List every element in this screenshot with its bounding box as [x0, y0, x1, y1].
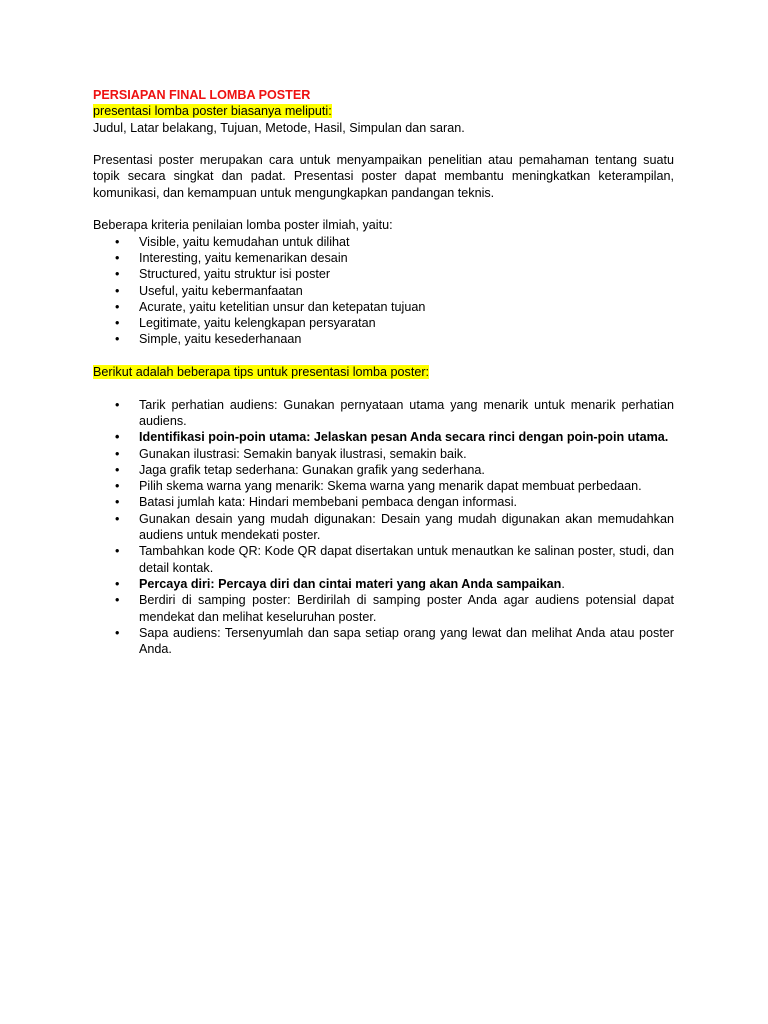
spacer	[93, 201, 674, 217]
list-item: • Gunakan ilustrasi: Semakin banyak ilustrasi, semakin baik.	[93, 446, 674, 462]
list-item: • Legitimate, yaitu kelengkapan persyaratan	[93, 315, 674, 331]
list-item: • Acurate, yaitu ketelitian unsur dan ketepatan tujuan	[93, 299, 674, 315]
intro-paragraph: Presentasi poster merupakan cara untuk menyampaikan penelitian atau pemahaman tentang suatu topik secara singkat dan padat. Presentasi poster dapat membantu meningkatkan keterampilan, komunikasi, dan kemampuan untuk mengungkapkan pandangan teknis.	[93, 153, 674, 200]
criteria-intro: Beberapa kriteria penilaian lomba poster ilmiah, yaitu:	[93, 218, 393, 233]
list-item: • Berdiri di samping poster: Berdirilah di samping poster Anda agar audiens potensial dapat mendekat dan melihat keseluruhan poster.	[93, 592, 674, 625]
spacer	[93, 380, 674, 396]
document-page	[93, 87, 674, 657]
spacer	[93, 348, 674, 364]
document-title: PERSIAPAN FINAL LOMBA POSTER	[93, 88, 311, 102]
list-item: • Simple, yaitu kesederhanaan	[93, 331, 674, 347]
tip-period: .	[561, 576, 565, 591]
highlighted-subtitle: presentasi lomba poster biasanya meliputi:	[93, 104, 332, 119]
subtitle-line	[93, 103, 674, 119]
bold-tip-text: Percaya diri: Percaya diri dan cintai materi yang akan Anda sampaikan	[139, 576, 562, 591]
list-item: • Tarik perhatian audiens: Gunakan pernyataan utama yang menarik untuk menarik perhatian audiens.	[93, 397, 674, 430]
list-item: • Visible, yaitu kemudahan untuk dilihat	[93, 234, 674, 250]
list-item: • Gunakan desain yang mudah digunakan: Desain yang mudah digunakan akan memudahkan audiens untuk mendekati poster.	[93, 511, 674, 544]
list-item: • Pilih skema warna yang menarik: Skema warna yang menarik dapat membuat perbedaan.	[93, 478, 674, 494]
tips-intro-line	[93, 364, 674, 380]
highlighted-tips-intro: Berikut adalah beberapa tips untuk presentasi lomba poster:	[93, 365, 430, 380]
list-item: • Useful, yaitu kebermanfaatan	[93, 283, 674, 299]
list-item: • Batasi jumlah kata: Hindari membebani pembaca dengan informasi.	[93, 494, 674, 510]
list-item: • Sapa audiens: Tersenyumlah dan sapa setiap orang yang lewat dan melihat Anda atau poster Anda.	[93, 625, 674, 658]
list-item: • Structured, yaitu struktur isi poster	[93, 266, 674, 282]
list-item: • Interesting, yaitu kemenarikan desain	[93, 250, 674, 266]
list-item: • Jaga grafik tetap sederhana: Gunakan grafik yang sederhana.	[93, 462, 674, 478]
tips-list	[93, 397, 674, 658]
criteria-list	[93, 234, 674, 348]
spacer	[93, 136, 674, 152]
list-item: • Tambahkan kode QR: Kode QR dapat disertakan untuk menautkan ke salinan poster, studi, dan detail kontak.	[93, 543, 674, 576]
list-item: • Identifikasi poin-poin utama: Jelaskan pesan Anda secara rinci dengan poin-poin utama.	[93, 429, 674, 445]
list-item	[93, 576, 674, 592]
poster-components: Judul, Latar belakang, Tujuan, Metode, Hasil, Simpulan dan saran.	[93, 120, 465, 135]
